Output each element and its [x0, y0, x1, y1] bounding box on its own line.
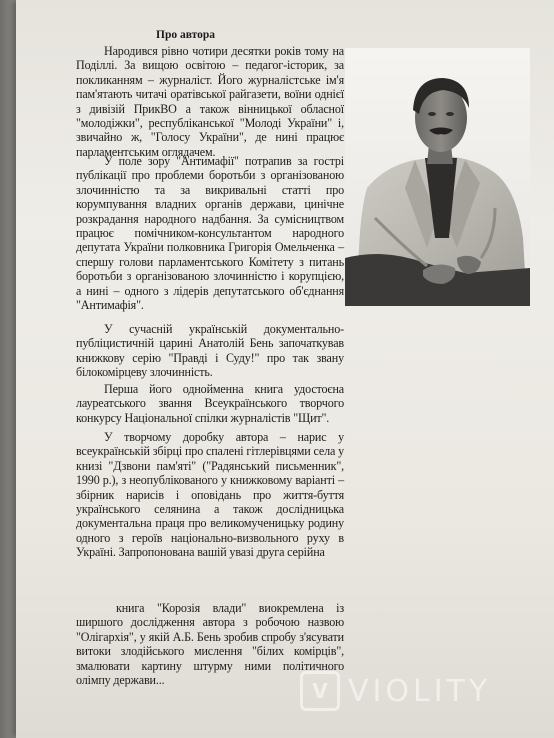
book-page	[16, 0, 554, 738]
violity-watermark	[300, 666, 550, 716]
bio-paragraph-4: Перша його однойменна книга удостоєна лауреатського звання Всеукраїнського творчого конкурсу Національної спілки журналістів "Щит".	[76, 382, 344, 425]
bio-paragraph-6: книга "Корозія влади" виокремлена із ширшого дослідження автора з робочою назвою "Олігархія", у якій А.Б. Бень зробив спробу з'ясувати витоки злодійського мислення "білих комірців", змалювати картину штурму ними політичного олімпу держави...	[76, 601, 344, 688]
page-heading: Про автора	[156, 29, 216, 41]
author-portrait-photo	[345, 48, 530, 306]
bio-paragraph-5: У творчому доробку автора – нарис у всеукраїнській збірці про спалені гітлерівцями села у книзі "Дзвони пам'яті" ("Радянський письменник", 1990 р.), з неопублікованого у книжковому варіанті – збірник нарисів і оповідань про життя-буття українського селянина а також дослідницька документальна праця про великомученицьку родину одного з героїв національно-визвольного руху в Україні. Запропонована вашій увазі друга серійна	[76, 430, 344, 560]
bio-paragraph-2: У поле зору "Антимафії" потрапив за гострі публікації про проблеми боротьби з організованою злочинністю та за викривальні статті про корумпування владних органів держави, цинічне розкрадання народного надбання. За сумісництвом працює помічником-консультантом народного депутата України полковника Григорія Омельченка – спершу голови парламентського Комітету з питань боротьби з організованою злочинністю і корупцією, а нині – одного з лідерів депутатського об'єднання "Антимафія".	[76, 154, 344, 313]
violity-logo-icon: V	[300, 671, 340, 711]
bio-paragraph-3: У сучасній українській документально-публіцистичній царині Анатолій Бень започаткував книжкову серію "Правді і Суду!" про так звану білокомірцеву злочинність.	[76, 322, 344, 380]
watermark-text: VIOLITY	[348, 673, 492, 709]
bio-paragraph-1: Народився рівно чотири десятки років тому на Поділлі. За вищою освітою – педагог-історик, за покликанням – журналіст. Його журналістське ім'я пам'ятають читачі оратівської райгазети, воїни однієї з дивізій ПрикВО а також вінницької обласної "молодіжки", республіканської "Молоді України" і, звичайно ж, "Голосу України", де нині працює парламентським оглядачем.	[76, 44, 344, 159]
